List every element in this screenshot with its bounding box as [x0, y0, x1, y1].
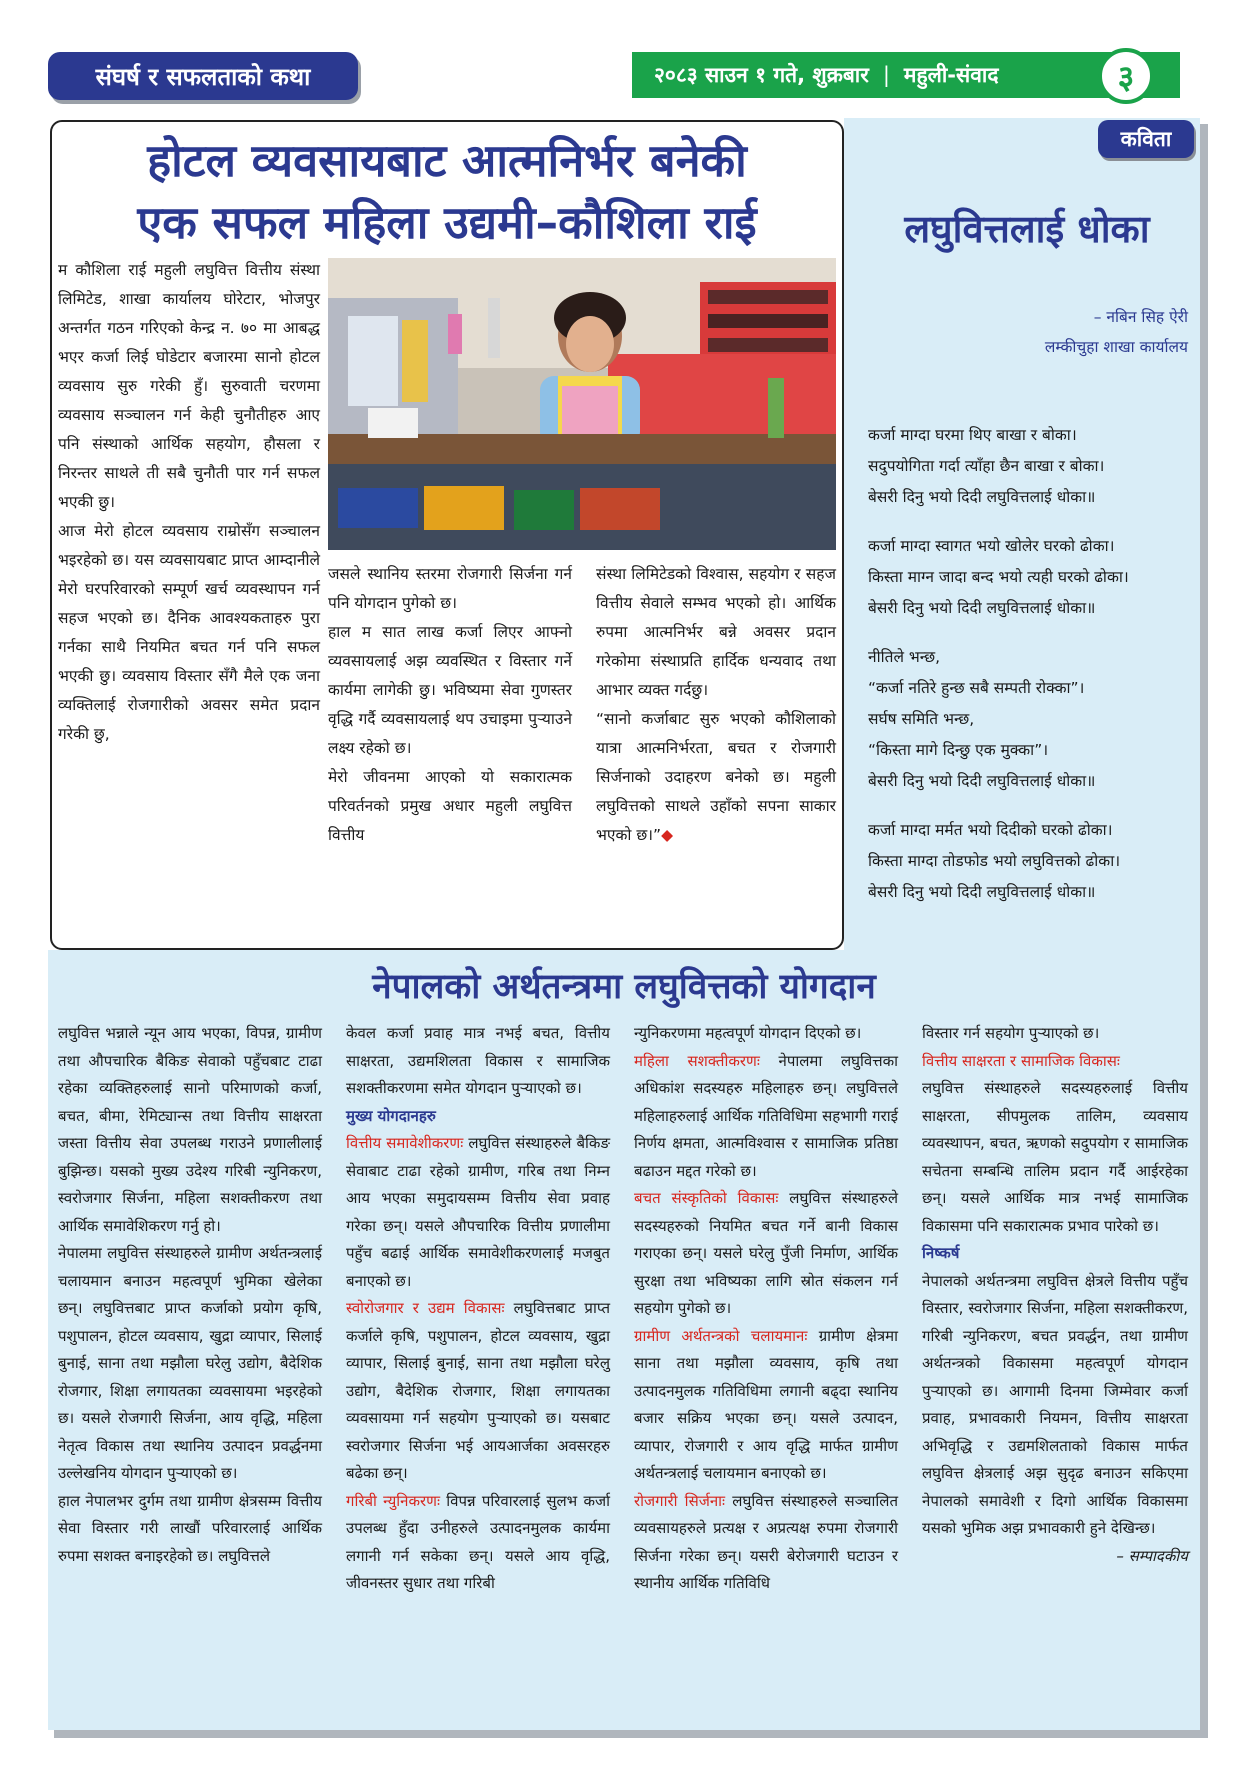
poem-author: – नबिन सिह ऐरी	[1093, 308, 1188, 326]
editorial-paragraph: बचत संस्कृतिको विकासः लघुवित्त संस्थाहरुले सदस्यहरुको नियमित बचत गर्ने बानी विकास गराएका छन्। यसले घरेलु पुँजी निर्माण, आर्थिक सुरक्षा तथा भविष्यका लागि स्रोत संकलन गर्न सहयोग पुगेको छ।	[634, 1189, 898, 1317]
subheading-poverty: गरिबी न्युनिकरणः	[346, 1491, 441, 1510]
main-contributions-heading: मुख्य योगदानहरु	[346, 1106, 436, 1125]
poem-line: बेसरी दिनु भयो दिदी लघुवित्तलाई धोका॥	[868, 883, 1096, 901]
poem-stanza	[868, 531, 1194, 624]
story-paragraph: आज मेरो होटल व्यवसाय राम्रोसँग सञ्चालन भइरहेको छ। यस व्यवसायबाट प्राप्त आम्दानीले मेरो घरपरिवारको सम्पूर्ण खर्च व्यवस्थापन गर्न सहज भएको छ। दैनिक आवश्यकताहरु पुरा गर्नका साथै नियमित बचत गर्न पनि सफल भएकी छु। व्यवसाय विस्तार सँगै मैले एक जना व्यक्तिलाई रोजगारीको अवसर समेत प्रदान गरेकी छु,	[58, 522, 320, 743]
poem-author-block	[862, 302, 1188, 362]
subheading-women: महिला सशक्तीकरणः	[634, 1051, 760, 1070]
poem-line: कर्जा माग्दा घरमा थिए बाखा र बोका।	[868, 426, 1077, 444]
editorial-paragraph: ग्रामीण अर्थतन्त्रको चलायमानः ग्रामीण क्षेत्रमा साना तथा मझौला व्यवसाय, कृषि तथा उत्पादनमुलक गतिविधिमा लगानी बढ्दा स्थानिय बजार सक्रिय भएका छन्। यसले उत्पादन, व्यापार, रोजगारी र आय वृद्धि मार्फत ग्रामीण अर्थतन्त्रलाई चलायमान बनाएको छ।	[634, 1326, 898, 1482]
poem-branch: लम्कीचुहा शाखा कार्यालय	[1044, 338, 1188, 356]
poem-line: “किस्ता मागे दिन्छु एक मुक्का”।	[868, 741, 1049, 759]
poem-line: किस्ता माग्न जादा बन्द भयो त्यही घरको ढोका।	[868, 568, 1129, 586]
subheading-rural: ग्रामीण अर्थतन्त्रको चलायमानः	[634, 1326, 808, 1345]
story-paragraph: मेरो जीवनमा आएको यो सकारात्मक परिवर्तनको प्रमुख अधार महुली लघुवित्त वित्तीय	[328, 768, 572, 844]
editorial-column-4	[922, 1020, 1188, 1570]
poem-stanza	[868, 420, 1194, 513]
subheading-jobs: रोजगारी सिर्जनाः	[634, 1491, 726, 1510]
panel-shadow-bottom	[54, 1730, 1208, 1738]
story-title-line1: होटल व्यवसायबाट आत्मनिर्भर बनेकी	[147, 134, 747, 187]
editorial-paragraph: वित्तीय समावेशीकरणः लघुवित्त संस्थाहरुले बैकिङ सेवाबाट टाढा रहेको ग्रामीण, गरिब तथा निम्न आय भएका समुदायसम्म वित्तीय सेवा प्रवाह गरेका छन्। यसले औपचारिक वित्तीय प्रणालीमा पहुँच बढाई आर्थिक समावेशीकरणलाई मजबुत बनाएको छ।	[346, 1134, 610, 1290]
header-separator: |	[882, 63, 890, 87]
editorial-signature: – सम्पादकीय	[1116, 1546, 1188, 1565]
editorial-column-3	[634, 1020, 898, 1598]
editorial-paragraph: रोजगारी सिर्जनाः लघुवित्त संस्थाहरुले सञ्चालित व्यवसायहरुले प्रत्यक्ष र अप्रत्यक्ष रुपमा रोजगारी सिर्जना गरेका छन्। यसरी बेरोजगारी घटाउन र स्थानीय आर्थिक गतिविधि	[634, 1491, 898, 1592]
conclusion-heading: निष्कर्ष	[922, 1244, 960, 1262]
poem-stanza	[868, 815, 1194, 908]
story-paragraph: संस्था लिमिटेडको विश्वास, सहयोग र सहज वित्तीय सेवाले सम्भव भएको हो। आर्थिक रुपमा आत्मनिर्भर बन्ने अवसर प्रदान गरेकोमा संस्थाप्रति हार्दिक धन्यवाद तथा आभार व्यक्त गर्दछु।	[596, 565, 836, 699]
panel-shadow-right	[1200, 124, 1208, 1736]
poem-line: किस्ता माग्दा तोडफोड भयो लघुवित्तको ढोका।	[868, 852, 1121, 870]
publication-name: महुली-संवाद	[903, 63, 999, 87]
story-title-line2: एक सफल महिला उद्यमी–कौशिला राई	[137, 196, 757, 249]
story-column-2	[328, 560, 572, 850]
poem-line: बेसरी दिनु भयो दिदी लघुवित्तलाई धोका॥	[868, 772, 1096, 790]
poem-line: सर्घष समिति भन्छ,	[868, 710, 975, 728]
editorial-paragraph: हाल नेपालभर दुर्गम तथा ग्रामीण क्षेत्रसम्म वित्तीय सेवा विस्तार गरी लाखौं परिवारलाई आर्थिक रुपमा सशक्त बनाइरहेको छ। लघुवित्तले	[58, 1491, 322, 1565]
poem-line: सदुपयोगिता गर्दा त्याँहा छैन बाखा र बोका।	[868, 457, 1105, 475]
story-paragraph: जसले स्थानिय स्तरमा रोजगारी सिर्जना गर्न पनि योगदान पुगेको छ।	[328, 565, 572, 612]
editorial-paragraph: स्वोरोजगार र उद्यम विकासः लघुवित्तबाट प्राप्त कर्जाले कृषि, पशुपालन, होटल व्यवसाय, खुद्रा व्यापार, सिलाई बुनाई, साना तथा मझौला घरेलु उद्योग, बैदेशिक रोजगार, शिक्षा लगायतका व्यवसायमा गर्न सहयोग पुर्‍याएको छ। यसबाट स्वरोजगार सिर्जना भई आयआर्जका अवसरहरु बढेका छन्।	[346, 1299, 610, 1482]
editorial-paragraph: नेपालमा लघुवित्त संस्थाहरुले ग्रामीण अर्थतन्त्रलाई चलायमान बनाउन महत्वपूर्ण भुमिका खेलेका छन्। लघुवित्तबाट प्राप्त कर्जाको प्रयोग कृषि, पशुपालन, होटल व्यवसाय, खुद्रा व्यापार, सिलाई बुनाई, साना तथा मझौला घरेलु उद्योग, बैदेशिक रोजगार, शिक्षा लगायतका व्यवसायमा भइरहेको छ। यसले रोजगारी सिर्जना, आय वृद्धि, महिला नेतृत्व विकास तथा स्थानिय उत्पादन प्रवर्द्धनमा उल्लेखनिय योगदान पुर्‍याएको छ।	[58, 1244, 322, 1482]
story-column-1	[58, 256, 320, 749]
subheading-self-employment: स्वोरोजगार र उद्यम विकासः	[346, 1299, 505, 1317]
poem-tag: कविता	[1098, 120, 1194, 158]
poem-line: बेसरी दिनु भयो दिदी लघुवित्तलाई धोका॥	[868, 488, 1096, 506]
shop-photo-illustration	[328, 258, 836, 550]
editorial-paragraph: गरिबी न्युनिकरणः विपन्न परिवारलाई सुलभ कर्जा उपलब्ध हुँदा उनीहरुले उत्पादनमुलक कार्यमा लगानी गर्न सकेका छन्। यसले आय वृद्धि, जीवनस्तर सुधार तथा गरिबी	[346, 1491, 610, 1592]
editorial-paragraph: न्युनिकरणमा महत्वपूर्ण योगदान दिएको छ।	[634, 1024, 862, 1042]
story-paragraph: हाल म सात लाख कर्जा लिएर आफ्नो व्यवसायलाई अझ व्यवस्थित र विस्तार गर्ने कार्यमा लागेकी छु। भविष्यमा सेवा गुणस्तर वृद्धि गर्दै व्यवसायलाई थप उचाइमा पुर्‍याउने लक्ष्य रहेको छ।	[328, 623, 572, 757]
editorial-paragraph: लघुवित्त संस्थाहरुले सदस्यहरुलाई वित्तीय साक्षरता, सीपमुलक तालिम, व्यवसाय व्यवस्थापन, बचत, ऋणको सदुपयोग र सामाजिक सचेतना सम्बन्धि तालिम प्रदान गर्दै आईरहेका छन्। यसले आर्थिक मात्र नभई सामाजिक विकासमा पनि सकारात्मक प्रभाव पारेको छ।	[922, 1079, 1188, 1235]
subheading-saving: बचत संस्कृतिको विकासः	[634, 1189, 779, 1207]
editorial-paragraph: नेपालको अर्थतन्त्रमा लघुवित्त क्षेत्रले वित्तीय पहुँच विस्तार, स्वरोजगार सिर्जना, महिला सशक्तीकरण, गरिबी न्युनिकरण, बचत प्रवर्द्धन, तथा ग्रामीण अर्थतन्त्रको विकासमा महत्वपूर्ण योगदान पुर्‍याएको छ। आगामी दिनमा जिम्मेवार कर्जा प्रवाह, प्रभावकारी नियमन, वित्तीय साक्षरता अभिवृद्धि र उद्यमशिलताको विकास मार्फत लघुवित्त क्षेत्रलाई अझ सुदृढ बनाउन सकिएमा नेपालको समावेशी र दिगो आर्थिक विकासमा यसको भुमिक अझ प्रभावकारी हुने देखिन्छ।	[922, 1271, 1188, 1537]
poem-title: लघुवित्तलाई धोका	[904, 207, 1150, 251]
poem-stanza	[868, 642, 1194, 797]
editorial-title: नेपालको अर्थतन्त्रमा लघुवित्तको योगदान	[372, 967, 876, 1007]
poem-line: बेसरी दिनु भयो दिदी लघुवित्तलाई धोका॥	[868, 599, 1096, 617]
poem-line: “कर्जा नतिरे हुन्छ सबै सम्पती रोक्का”।	[868, 679, 1085, 697]
editorial-paragraph: लघुवित्त भन्नाले न्यून आय भएका, विपन्न, ग्रामीण तथा औपचारिक बैकिङ सेवाको पहुँचबाट टाढा रहेका व्यक्तिहरुलाई सानो परिमाणको कर्जा, बचत, बीमा, रेमिट्यान्स तथा वित्तीय साक्षरता जस्ता वित्तीय सेवा उपलब्ध गराउने प्रणालीलाई बुझिन्छ। यसको मुख्य उदेश्य गरिबी न्युनिकरण, स्वरोजगार सिर्जना, महिला सशक्तीकरण तथा आर्थिक समावेशिकरण गर्नु हो।	[58, 1024, 322, 1235]
subheading-literacy: वित्तीय साक्षरता र सामाजिक विकासः	[922, 1051, 1120, 1070]
story-column-3	[596, 560, 836, 850]
editorial-paragraph: विस्तार गर्न सहयोग पुर्‍याएको छ।	[922, 1024, 1100, 1042]
poem-line: कर्जा माग्दा मर्मत भयो दिदीको घरको ढोका।	[868, 821, 1113, 839]
editorial-column-2	[346, 1020, 610, 1598]
story-quote: “सानो कर्जाबाट सुरु भएको कौशिलाको यात्रा आत्मनिर्भरता, बचत र रोजगारी सिर्जनाको उदाहरण बनेको छ। महुली लघुवित्तको साथले उहाँको सपना साकार भएको छ।”◆	[596, 710, 836, 844]
poem-line: कर्जा माग्दा स्वागत भयो खोलेर घरको ढोका।	[868, 537, 1115, 555]
section-label: संघर्ष र सफलताको कथा	[48, 52, 358, 100]
editorial-paragraph: केवल कर्जा प्रवाह मात्र नभई बचत, वित्तीय साक्षरता, उद्यमशिलता विकास र सामाजिक सशक्तीकरणमा समेत योगदान पुर्‍याएको छ।	[346, 1024, 610, 1097]
poem-line: नीतिले भन्छ,	[868, 648, 941, 666]
story-paragraph: म कौशिला राई महुली लघुवित्त वित्तीय संस्था लिमिटेड, शाखा कार्यालय घोरेटार, भोजपुर अन्तर्गत गठन गरिएको केन्द्र न. ७० मा आबद्ध भएर कर्जा लिई घोडेटार बजारमा सानो होटल व्यवसाय सुरु गरेकी हुँ। सुरुवाती चरणमा व्यवसाय सञ्चालन गर्न केही चुनौतीहरु आए पनि संस्थाको आर्थिक सहयोग, हौसला र निरन्तर साथले ती सबै चुनौती पार गर्न सफल भएकी छु।	[58, 261, 320, 511]
shop-photo	[328, 258, 836, 550]
end-mark-icon: ◆	[661, 826, 674, 844]
editorial-paragraph: महिला सशक्तीकरणः नेपालमा लघुवित्तका अधिकांश सदस्यहरु महिलाहरु छन्। लघुवित्तले महिलाहरुलाई आर्थिक गतिविधिमा सहभागी गराई निर्णय क्षमता, आत्मविश्वास र सामाजिक प्रतिष्ठा बढाउन मद्दत गरेको छ।	[634, 1051, 898, 1180]
page-number: ३	[1098, 48, 1154, 104]
poem-body	[868, 420, 1194, 926]
subheading-inclusion: वित्तीय समावेशीकरणः	[346, 1134, 464, 1152]
story-title	[62, 130, 832, 254]
editorial-column-1	[58, 1020, 322, 1570]
issue-date: २०८३ साउन १ गते, शुक्रबार	[654, 63, 869, 87]
